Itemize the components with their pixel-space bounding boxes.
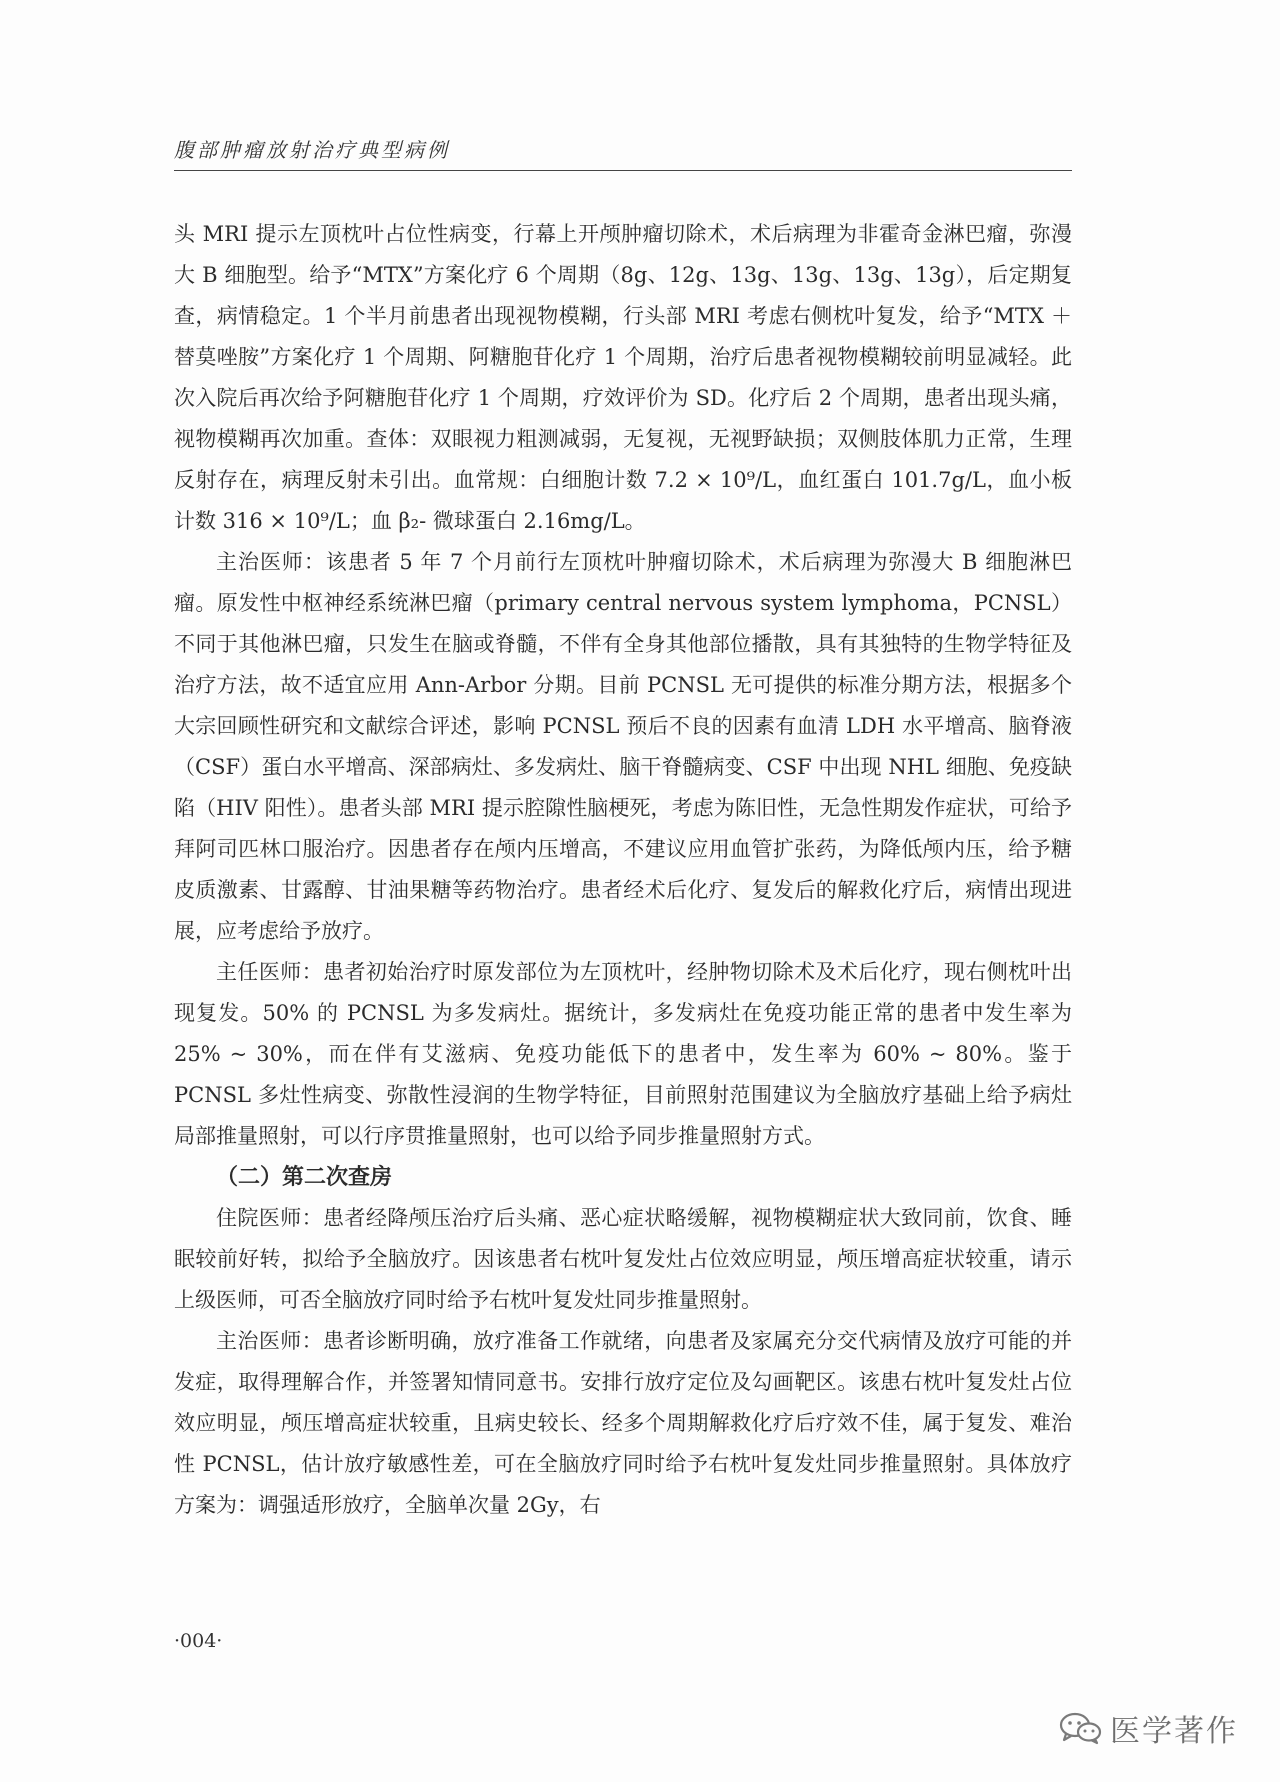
paragraph-attending-physician: 主治医师：该患者 5 年 7 个月前行左顶枕叶肿瘤切除术，术后病理为弥漫大 B 细胞淋巴瘤。原发性中枢神经系统淋巴瘤（primary central nervous system lymphoma，PCNSL）不同于其他淋巴瘤，只发生在脑或脊髓，不伴有全身其他部位播散，具有其独特的生物学特征及治疗方法，故不适宜应用 Ann-Arbor 分期。目前 PCNSL 无可提供的标准分期方法，根据多个大宗回顾性研究和文献综合评述，影响 PCNSL 预后不良的因素有血清 LDH 水平增高、脑脊液（CSF）蛋白水平增高、深部病灶、多发病灶、脑干脊髓病变、CSF 中出现 NHL 细胞、免疫缺陷（HIV 阳性）。患者头部 MRI 提示腔隙性脑梗死，考虑为陈旧性，无急性期发作症状，可给予拜阿司匹林口服治疗。因患者存在颅内压增高，不建议应用血管扩张药，为降低颅内压，给予糖皮质激素、甘露醇、甘油果糖等药物治疗。患者经术后化疗、复发后的解救化疗后，病情出现进展，应考虑给予放疗。 xyxy=(174,550,1072,943)
watermark-text: 医学著作 xyxy=(1110,1714,1238,1749)
section-heading-second-round: （二）第二次查房 xyxy=(216,1165,393,1190)
running-header-title: 腹部肿瘤放射治疗典型病例 xyxy=(174,138,450,162)
paragraph-history: 头 MRI 提示左顶枕叶占位性病变，行幕上开颅肿瘤切除术，术后病理为非霍奇金淋巴瘤，弥漫大 B 细胞型。给予“MTX”方案化疗 6 个周期（8g、12g、13g、13g、13g、13g），后定期复查，病情稳定。1 个半月前患者出现视物模糊，行头部 MRI 考虑右侧枕叶复发，给予“MTX ＋替莫唑胺”方案化疗 1 个周期、阿糖胞苷化疗 1 个周期，治疗后患者视物模糊较前明显减轻。此次入院后再次给予阿糖胞苷化疗 1 个周期，疗效评价为 SD。化疗后 2 个周期，患者出现头痛，视物模糊再次加重。查体：双眼视力粗测减弱，无复视，无视野缺损；双侧肢体肌力正常，生理反射存在，病理反射未引出。血常规：白细胞计数 7.2 × 10⁹/L，血红蛋白 101.7g/L，血小板计数 316 × 10⁹/L；血 β₂- 微球蛋白 2.16mg/L。 xyxy=(174,222,1072,533)
body-text xyxy=(174,214,1072,1526)
watermark xyxy=(1058,1706,1238,1750)
paragraph-attending-physician-2: 主治医师：患者诊断明确，放疗准备工作就绪，向患者及家属充分交代病情及放疗可能的并发症，取得理解合作，并签署知情同意书。安排行放疗定位及勾画靶区。该患右枕叶复发灶占位效应明显，颅压增高症状较重，且病史较长、经多个周期解救化疗后疗效不佳，属于复发、难治性 PCNSL，估计放疗敏感性差，可在全脑放疗同时给予右枕叶复发灶同步推量照射。具体放疗方案为：调强适形放疗，全脑单次量 2Gy，右 xyxy=(174,1329,1072,1517)
paragraph-chief-physician: 主任医师：患者初始治疗时原发部位为左顶枕叶，经肿物切除术及术后化疗，现右侧枕叶出现复发。50% 的 PCNSL 为多发病灶。据统计，多发病灶在免疫功能正常的患者中发生率为 25% ~ 30%，而在伴有艾滋病、免疫功能低下的患者中，发生率为 60% ~ 80%。鉴于 PCNSL 多灶性病变、弥散性浸润的生物学特征，目前照射范围建议为全脑放疗基础上给予病灶局部推量照射，可以行序贯推量照射，也可以给予同步推量照射方式。 xyxy=(174,960,1072,1148)
wechat-icon xyxy=(1058,1711,1102,1745)
paragraph-resident-physician: 住院医师：患者经降颅压治疗后头痛、恶心症状略缓解，视物模糊症状大致同前，饮食、睡眠较前好转，拟给予全脑放疗。因该患者右枕叶复发灶占位效应明显，颅压增高症状较重，请示上级医师，可否全脑放疗同时给予右枕叶复发灶同步推量照射。 xyxy=(174,1206,1072,1312)
page-number: ·004· xyxy=(174,1630,223,1652)
header-rule xyxy=(174,170,1072,171)
